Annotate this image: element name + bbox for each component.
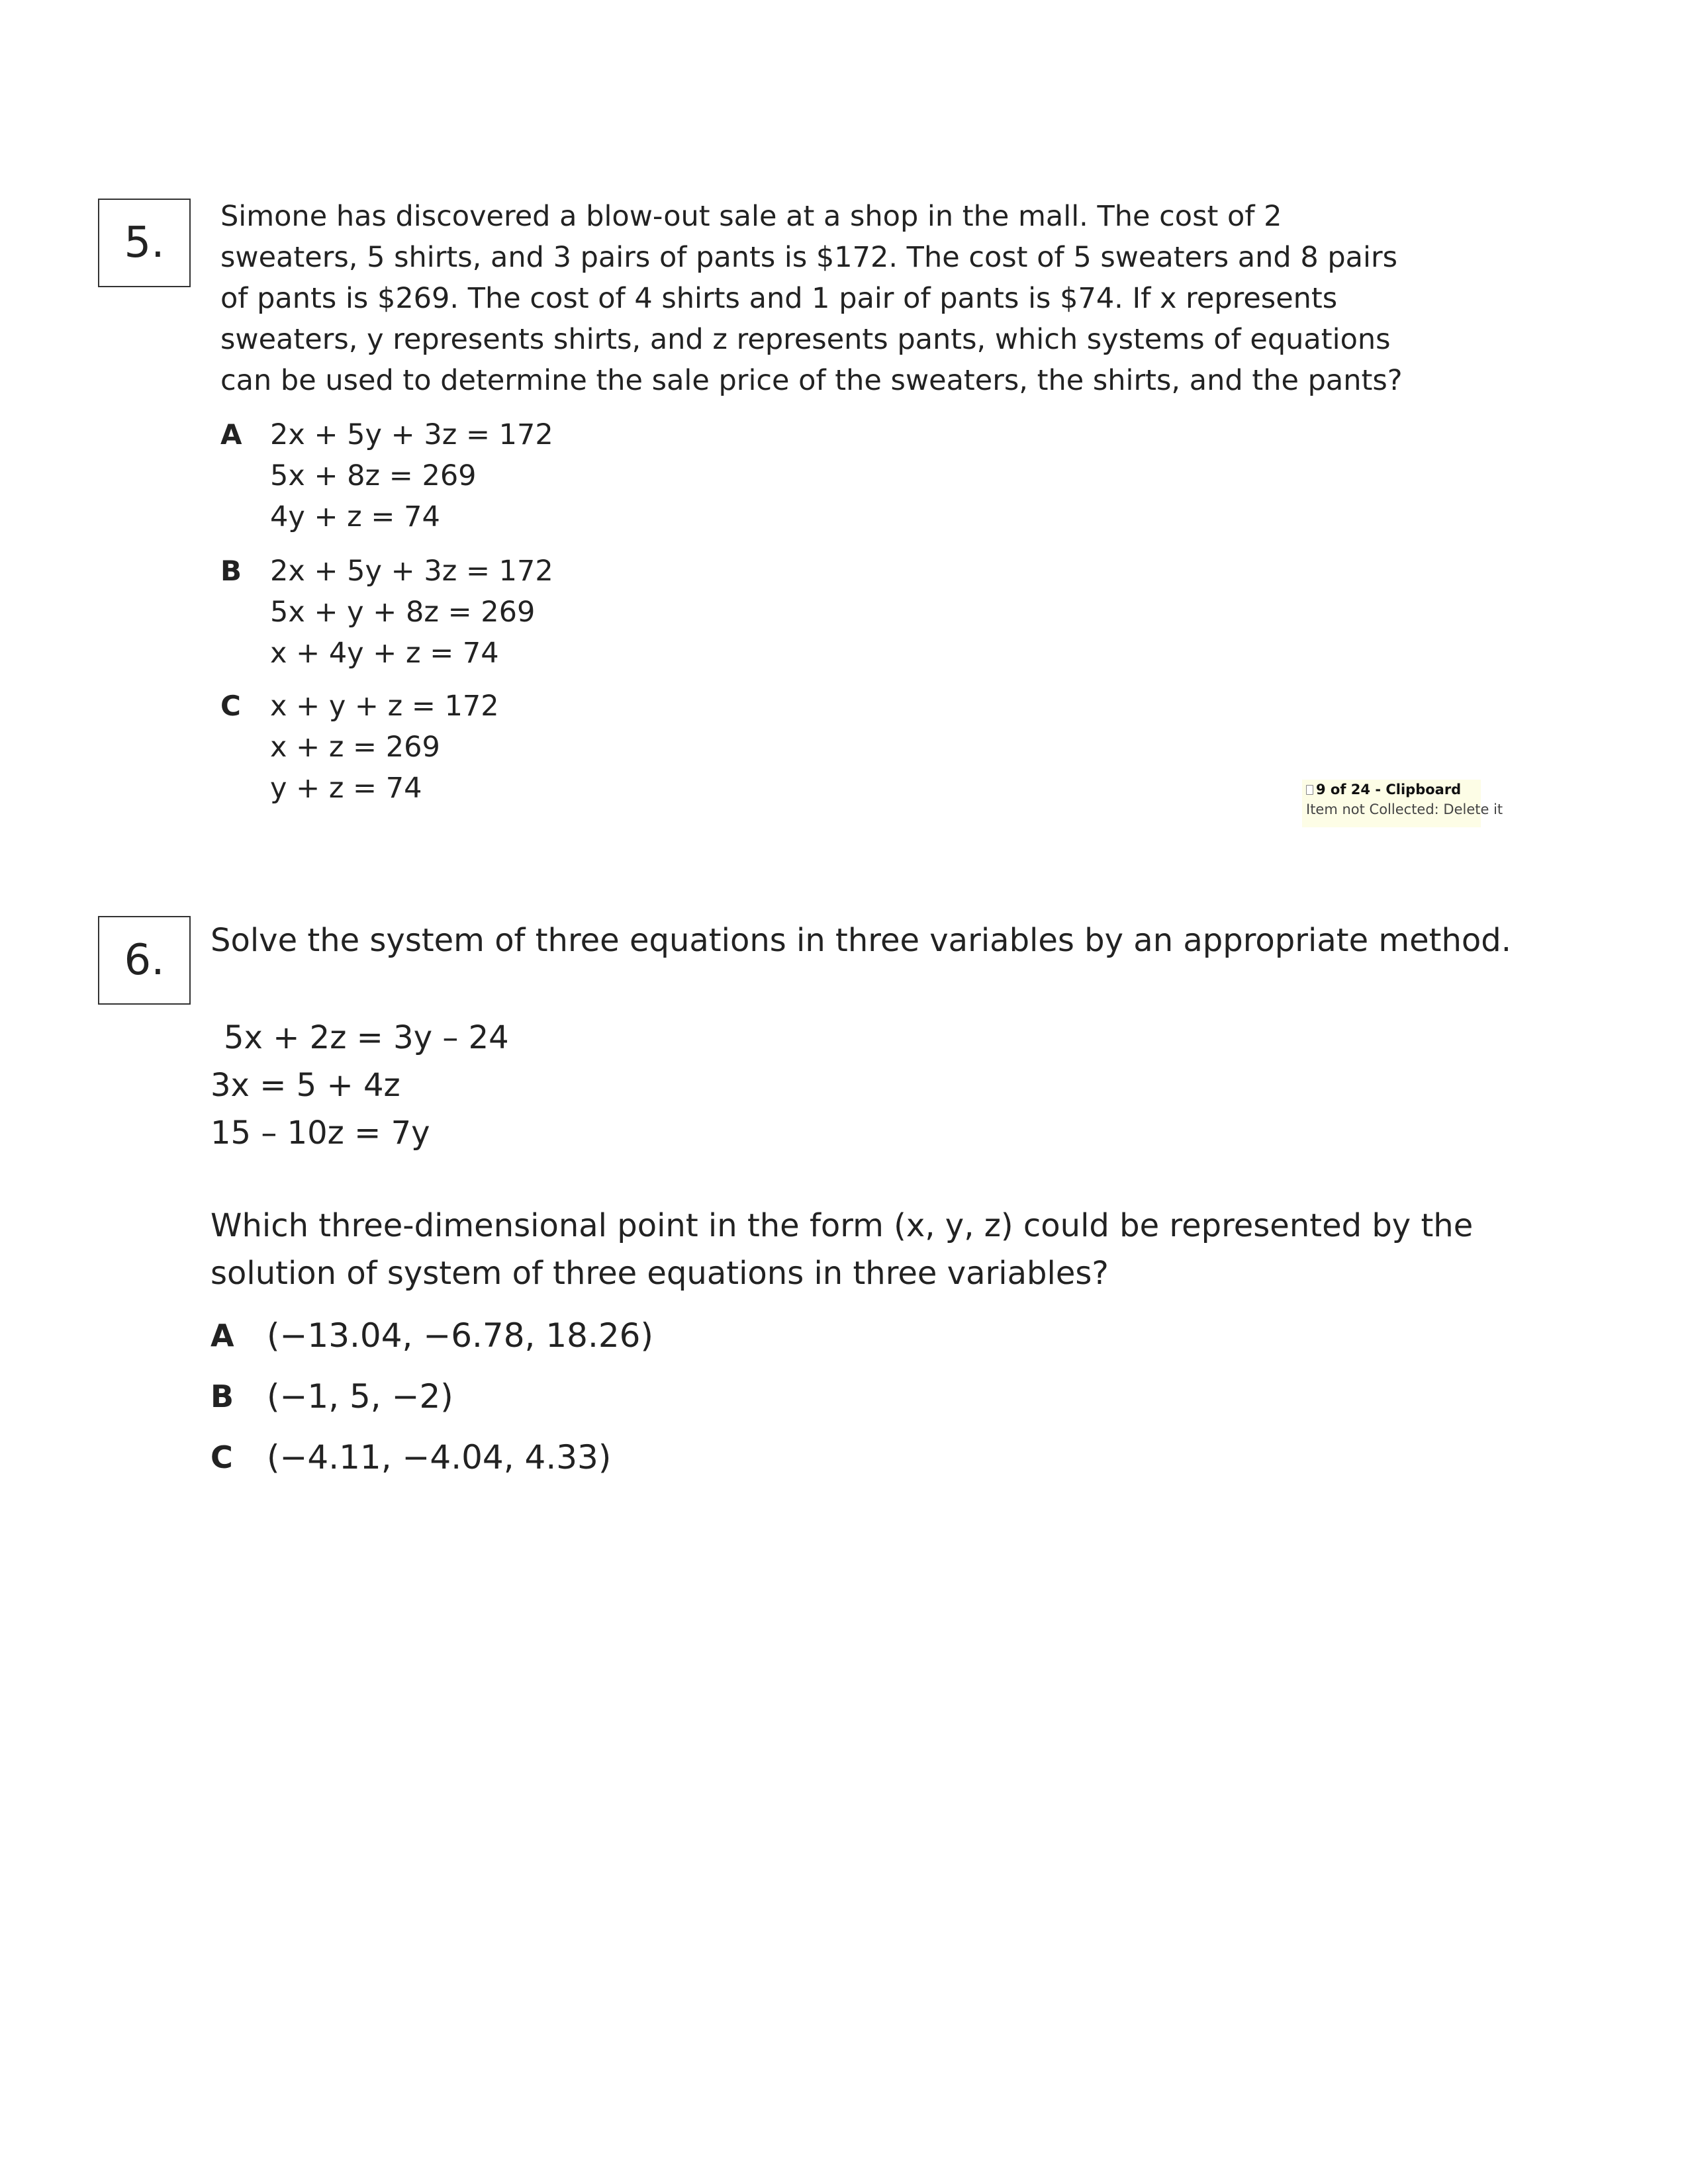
question-6-question: Which three-dimensional point in the form (x, y, z) could be represented by the solution of system of three equations in three variables?: [211, 1207, 1474, 1292]
equation: 2x + 5y + 3z = 172: [270, 418, 553, 451]
choice-letter: C: [220, 690, 241, 722]
equation: x + z = 269: [270, 731, 440, 764]
equation: 3x = 5 + 4z: [211, 1067, 400, 1104]
equation: y + z = 74: [270, 772, 422, 805]
question-6-number: 6.: [98, 916, 191, 1005]
clipboard-status: Item not Collected: Delete it: [1306, 801, 1503, 817]
equation: 5x + y + 8z = 269: [270, 596, 536, 629]
choice-equations: [270, 686, 499, 809]
choice-letter: B: [211, 1379, 234, 1414]
question-6-prompt: Solve the system of three equations in three variables by an appropriate method.: [211, 922, 1511, 959]
choice-point: (−13.04, −6.78, 18.26): [267, 1316, 653, 1355]
choice-point: (−1, 5, −2): [267, 1377, 453, 1416]
document-icon: [1306, 785, 1313, 795]
choice-point: (−4.11, −4.04, 4.33): [267, 1438, 612, 1477]
question-5-prompt: Simone has discovered a blow-out sale at a shop in the mall. The cost of 2 sweaters, 5 shirts, and 3 pairs of pants is $172. The cost of 5 sweaters and 8 pairs of pants is $269. The cost of 4 shirts and 1 pair of pants is $74. If x represents sweaters, y represents shirts, and z represents pants, which systems of equations can be used to determine the sale price of the sweaters, the shirts, and the pants?: [220, 200, 1403, 397]
choice-letter: B: [220, 555, 242, 587]
choice-equations: [270, 414, 553, 537]
equation: x + y + z = 172: [270, 690, 499, 723]
clipboard-title-row: [1306, 780, 1481, 799]
equation: 15 – 10z = 7y: [211, 1115, 430, 1152]
equation: 5x + 2z = 3y – 24: [224, 1019, 509, 1056]
clipboard-annotation[interactable]: [1302, 780, 1503, 827]
question-6-system: [211, 1014, 509, 1157]
choice-letter: C: [211, 1439, 233, 1475]
clipboard-title: 9 of 24 - Clipboard: [1316, 782, 1462, 797]
choice-letter: A: [220, 418, 242, 451]
choice-letter: A: [211, 1318, 234, 1353]
choice-equations: [270, 551, 553, 674]
equation: 4y + z = 74: [270, 500, 440, 533]
equation: x + 4y + z = 74: [270, 637, 499, 670]
equation: 5x + 8z = 269: [270, 459, 477, 492]
question-5-number: 5.: [98, 199, 191, 287]
equation: 2x + 5y + 3z = 172: [270, 555, 553, 588]
